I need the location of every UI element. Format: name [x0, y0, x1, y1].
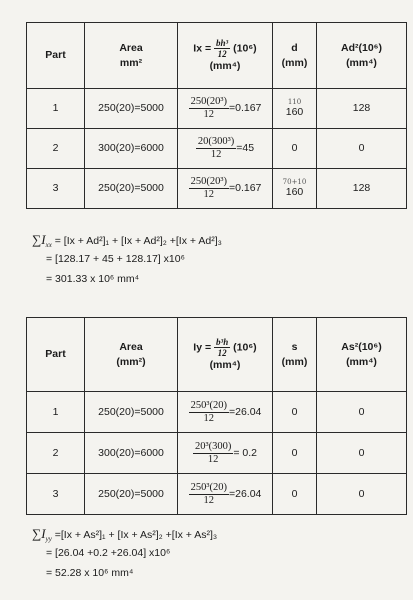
fraction-denominator: 12 [203, 189, 215, 200]
iy-table [26, 317, 407, 515]
cell-as2: 0 [317, 433, 407, 474]
header-s [273, 318, 317, 392]
ix-fraction [189, 96, 229, 121]
d-value: 160 [285, 185, 304, 198]
header-s-label: s [291, 340, 298, 353]
header-part: Part [27, 23, 85, 89]
cell-part: 1 [27, 392, 85, 433]
cell-ix [178, 89, 273, 129]
cell-ad2: 128 [317, 169, 407, 209]
sum-iyy-line [32, 527, 217, 546]
cell-s: 0 [273, 433, 317, 474]
header-as2-unit: (mm⁴) [346, 355, 377, 368]
fraction-numerator: 20(300³) [197, 136, 235, 147]
ix-value: =45 [236, 142, 255, 154]
header-ix-unit: (mm⁴) [209, 59, 241, 72]
cell-part: 3 [27, 169, 85, 209]
header-ix-scale: (10⁶) [233, 41, 257, 54]
cell-area: 250(20)=5000 [85, 89, 178, 129]
ix-fraction [196, 136, 236, 161]
table-row [27, 433, 407, 474]
ix-fraction [189, 176, 229, 201]
table-row [27, 474, 407, 515]
header-as2-label: As²(10⁶) [341, 340, 382, 353]
header-area-label: Area [119, 340, 143, 353]
cell-d [273, 169, 317, 209]
sum-expression: =[Ix + As²]₁ + [Ix + As²]₂ +[Ix + As²]₃ [51, 529, 218, 541]
header-iy-scale: (10⁶) [233, 340, 257, 353]
iy-value: =26.04 [228, 487, 262, 500]
fraction-denominator: 12 [203, 494, 215, 506]
fraction-denominator: 12 [207, 453, 219, 465]
cell-d: 0 [273, 129, 317, 169]
iy-fraction [189, 400, 229, 425]
cell-area: 250(20)=5000 [85, 392, 178, 433]
sum-iyy-result: = 52.28 x 10⁶ mm⁴ [46, 567, 134, 579]
sum-ixx-line [32, 233, 222, 252]
iy-fraction [189, 482, 229, 507]
header-area [85, 23, 178, 89]
cell-part: 2 [27, 433, 85, 474]
cell-part: 3 [27, 474, 85, 515]
cell-s: 0 [273, 392, 317, 433]
header-d-label: d [291, 41, 298, 54]
sum-subscript: yy [45, 535, 52, 544]
sum-iyy-substitution: = [26.04 +0.2 +26.04] x10⁶ [46, 547, 171, 559]
cell-s: 0 [273, 474, 317, 515]
header-area-unit: (mm²) [116, 355, 146, 368]
fraction-numerator: 250(20³) [190, 96, 227, 107]
header-area [85, 318, 178, 392]
header-d-unit: (mm) [281, 56, 308, 69]
table-row [27, 169, 407, 209]
header-ad2-label: Ad²(10⁶) [340, 41, 382, 54]
header-iy-num: b³h [216, 336, 229, 347]
cell-ad2: 128 [317, 89, 407, 129]
cell-area: 300(20)=6000 [85, 433, 178, 474]
header-d [273, 23, 317, 89]
d-value: 160 [285, 105, 304, 118]
header-iy [178, 318, 273, 392]
cell-as2: 0 [317, 392, 407, 433]
header-iy-lhs: Iy = [193, 340, 212, 353]
header-ix [178, 23, 273, 89]
fraction-denominator: 12 [210, 149, 222, 160]
header-ix-den: 12 [217, 48, 227, 59]
ix-value: =0.167 [228, 102, 262, 114]
handwritten-note: 70+10 [282, 177, 307, 186]
sum-symbol: ∑I [32, 526, 46, 541]
header-s-unit: (mm) [281, 355, 308, 368]
sum-subscript: xx [45, 241, 52, 250]
cell-iy [178, 433, 273, 474]
header-ad2-unit: (mm⁴) [346, 56, 377, 69]
cell-ad2: 0 [317, 129, 407, 169]
header-as2 [317, 318, 407, 392]
cell-part: 2 [27, 129, 85, 169]
iy-value: = 0.2 [233, 446, 258, 459]
header-ix-num: bh³ [216, 37, 229, 48]
header-ad2 [317, 23, 407, 89]
sum-ixx-result: = 301.33 x 10⁶ mm⁴ [46, 273, 140, 285]
ix-value: =0.167 [228, 182, 262, 194]
handwritten-note: 110 [287, 97, 302, 106]
table-row [27, 89, 407, 129]
sum-symbol: ∑I [32, 232, 46, 247]
iy-fraction [193, 441, 233, 466]
cell-area: 250(20)=5000 [85, 169, 178, 209]
cell-ix [178, 129, 273, 169]
header-ix-lhs: Ix = [193, 41, 212, 54]
sum-ixx-substitution: = [128.17 + 45 + 128.17] x10⁶ [46, 253, 185, 265]
header-area-label: Area [119, 41, 143, 54]
ix-table [26, 22, 407, 209]
header-iy-formula [214, 337, 230, 358]
iy-value: =26.04 [228, 405, 262, 418]
cell-area: 300(20)=6000 [85, 129, 178, 169]
header-ix-formula [214, 38, 230, 59]
table-row [27, 392, 407, 433]
sum-expression: = [Ix + Ad²]₁ + [Ix + Ad²]₂ +[Ix + Ad²]₃ [51, 235, 222, 247]
fraction-numerator: 20³(300) [194, 440, 232, 452]
cell-iy [178, 474, 273, 515]
header-area-unit: mm² [119, 56, 143, 69]
cell-part: 1 [27, 89, 85, 129]
fraction-denominator: 12 [203, 412, 215, 424]
fraction-numerator: 250³(20) [190, 399, 227, 411]
header-part: Part [27, 318, 85, 392]
table-header-row [27, 318, 407, 392]
table-header-row [27, 23, 407, 89]
header-iy-den: 12 [217, 347, 227, 358]
cell-area: 250(20)=5000 [85, 474, 178, 515]
cell-as2: 0 [317, 474, 407, 515]
table-row [27, 129, 407, 169]
fraction-numerator: 250(20³) [190, 176, 227, 187]
cell-iy [178, 392, 273, 433]
fraction-denominator: 12 [203, 109, 215, 120]
header-iy-unit: (mm⁴) [209, 358, 241, 371]
cell-d [273, 89, 317, 129]
fraction-numerator: 250³(20) [190, 481, 227, 493]
cell-ix [178, 169, 273, 209]
